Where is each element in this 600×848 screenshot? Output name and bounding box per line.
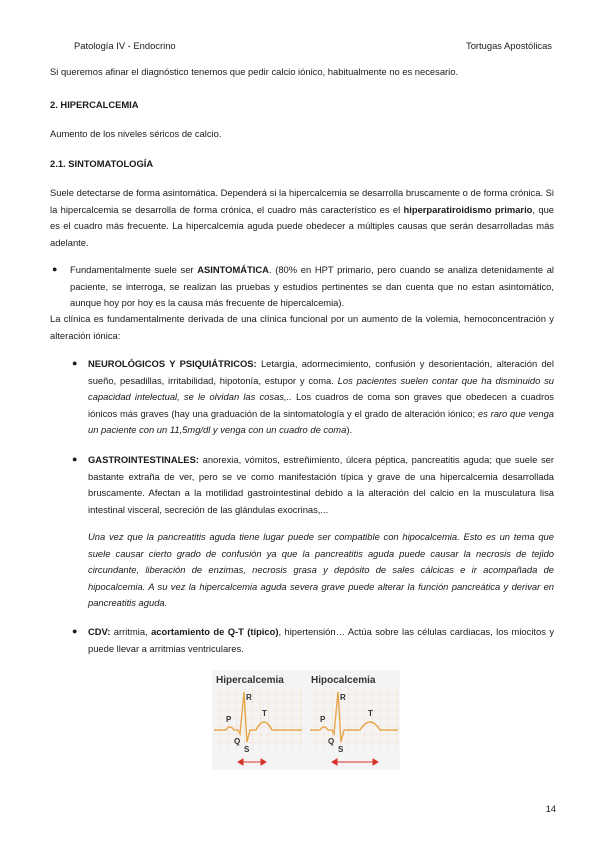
- header-right: Tortugas Apostólicas: [466, 40, 552, 51]
- ecg-svg: [212, 670, 400, 770]
- wave-label-q: Q: [234, 737, 241, 746]
- bullet-dot: ●: [72, 358, 78, 368]
- hipocalcemia-label: Hipocalcemia: [311, 675, 376, 686]
- page-number: 14: [545, 803, 556, 814]
- item-gastrointestinales: GASTROINTESTINALES: anorexia, vómitos, estreñimiento, úlcera péptica, pancreatitis aguda; que suele ser bastante extraña de ver, pero se ve como manifestación típica y grave de una hipercalcemia desarrollada bruscamente. Afectan a la motilidad gastrointestinal debido a la alteración del calcio en la musculatura lisa intestinal visceral, secreción de las glándulas exocrinas,...: [88, 454, 554, 515]
- wave-label-r: R: [246, 693, 252, 702]
- bullet-dot: ●: [52, 264, 58, 274]
- wave-label-t: T: [368, 709, 373, 718]
- wave-label-p: P: [320, 715, 326, 724]
- hipercalcemia-label: Hipercalcemia: [216, 675, 284, 686]
- paragraph-2: La clínica es fundamentalmente derivada de una clínica funcional por un aumento de la volemia, hemoconcentración y alteración iónica:: [50, 313, 554, 341]
- section-2-title: 2. HIPERCALCEMIA: [50, 99, 139, 110]
- item-cdv: CDV: arritmia, acortamiento de Q-T (típico), hipertensión… Actúa sobre las células cardiacas, los miocitos y puede llevar a arritmias ventriculares.: [88, 626, 555, 654]
- wave-label-q: Q: [328, 737, 335, 746]
- header-left: Patología IV - Endocrino: [74, 40, 176, 51]
- wave-label-r: R: [340, 693, 346, 702]
- intro-paragraph: Si queremos afinar el diagnóstico tenemos que pedir calcio iónico, habitualmente no es necesario.: [50, 66, 459, 77]
- item-neurologicos: NEUROLÓGICOS Y PSIQUIÁTRICOS: Letargia, adormecimiento, confusión y desorientación, alteración del sueño, pesadillas, irritabilidad, hipotonía, estupor y coma. Los pacientes suelen contar que ha disminuido su capacidad intelectual, se le olvidan las cosas,.. Los cuadros de coma son graves que obedecen a cuadros iónicos más graves (hay una graduación de la sintomatología y el grado de alteración iónico; es raro que venga un paciente con un 11,5mg/dl y venga con un cuadro de coma).: [88, 358, 554, 435]
- wave-label-s: S: [244, 745, 250, 754]
- wave-label-t: T: [262, 709, 267, 718]
- bullet-dot: ●: [72, 454, 78, 464]
- bullet-asintomatica: Fundamentalmente suele ser ASINTOMÁTICA. (80% en HPT primario, pero cuando se analiza detenidamente al paciente, se interroga, se realizan las pruebas y estudios pertinentes se dan cuenta que no estan asintomático, aunque hoy por hoy es la causa más frecuente de hipercalcemia).: [70, 264, 555, 308]
- section-21-title: 2.1. SINTOMATOLOGÍA: [50, 158, 154, 169]
- ecg-figure: [212, 670, 400, 770]
- section-2-definition: Aumento de los niveles séricos de calcio.: [50, 128, 222, 139]
- italic-pancreatitis-note: Una vez que la pancreatitis aguda tiene lugar puede ser compatible con hipocalcemia. Esto es un tema que suele causar cierto grado de confusión ya que la pancreatitis aguda puede causar la necrosis de tejido circundante, liberación de enzimas, necrosis grasa y depósito de sales cálcicas e ir acompañada de hipocalcemia. A su vez la hipercalcemia aguda severa grave puede alterar la función pancreática y derivar en pancreatitis aguda.: [88, 531, 554, 608]
- wave-label-s: S: [338, 745, 344, 754]
- wave-label-p: P: [226, 715, 232, 724]
- paragraph-1: Suele detectarse de forma asintomática. Dependerá si la hipercalcemia se desarrolla bruscamente o de forma crónica. Si la hipercalcemia se desarrolla de forma crónica, el cuadro más característico es el hiperparatiroidismo primario, que es el cuadro más frecuente. La hipercalcemia aguda puede obedecer a múltiples causas que serán desarrolladas más adelante.: [50, 187, 554, 248]
- bullet-dot: ●: [72, 626, 78, 636]
